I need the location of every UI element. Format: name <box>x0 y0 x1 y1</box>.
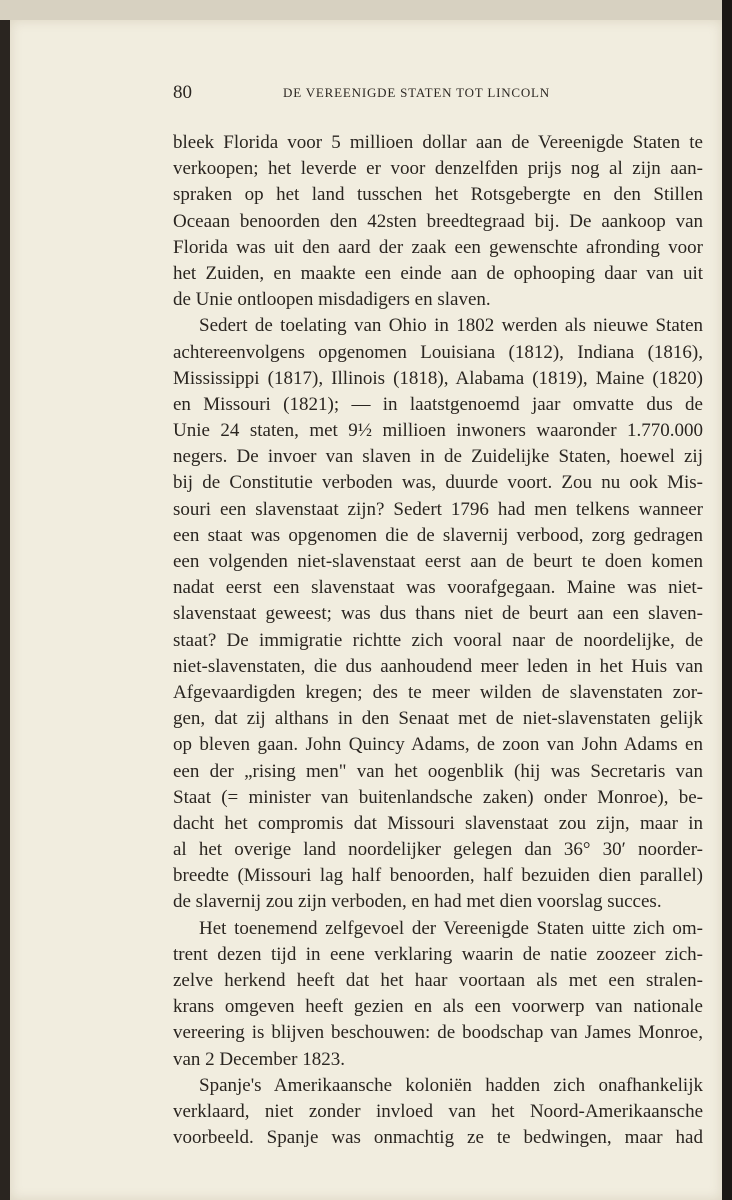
text-line: nadat eerst een slavenstaat was voorafgegaan. Maine was niet- <box>173 577 703 599</box>
text-line: Sedert de toelating van Ohio in 1802 werden als nieuwe Staten <box>199 315 703 337</box>
text-line: dacht het compromis dat Missouri slavenstaat zou zijn, maar in <box>173 812 703 834</box>
text-line: verklaard, niet zonder invloed van het Noord-Amerikaansche <box>173 1100 703 1122</box>
text-line: al het overige land noordelijker gelegen dan 36° 30′ noorder- <box>173 839 703 861</box>
body-text <box>173 130 703 1151</box>
text-line: Het toenemend zelfgevoel der Vereenigde Staten uitte zich om- <box>199 917 703 939</box>
text-line: trent dezen tijd in eene verklaring waarin de natie zoozeer zich- <box>173 943 703 965</box>
scan-right-edge <box>722 0 732 1200</box>
text-line: spraken op het land tusschen het Rotsgebergte en den Stillen <box>173 184 703 206</box>
page-number: 80 <box>173 82 192 103</box>
text-line: en Missouri (1821); — in laatstgenoemd jaar omvatte dus de <box>173 393 703 415</box>
text-line: Mississippi (1817), Illinois (1818), Alabama (1819), Maine (1820) <box>173 367 703 389</box>
text-line: negers. De invoer van slaven in de Zuidelijke Staten, hoewel zij <box>173 446 703 468</box>
text-line: de slavernij zou zijn verboden, en had met dien voorslag succes. <box>173 891 662 913</box>
text-line: het Zuiden, en maakte een einde aan de ophooping daar van uit <box>173 262 703 284</box>
text-line: Staat (= minister van buitenlandsche zaken) onder Monroe), be- <box>173 786 703 808</box>
text-line: Oceaan benoorden den 42sten breedtegraad bij. De aankoop van <box>173 210 703 232</box>
text-line: slavenstaat geweest; was dus thans niet de beurt aan een slaven- <box>173 603 703 625</box>
text-line: verkoopen; het leverde er voor denzelfden prijs nog al zijn aan- <box>173 158 703 180</box>
text-line: krans omgeven heeft gezien en als een voorwerp van nationale <box>173 996 703 1018</box>
page-header <box>173 82 708 110</box>
text-line: op bleven gaan. John Quincy Adams, de zoon van John Adams en <box>173 734 703 756</box>
running-title: DE VEREENIGDE STATEN TOT LINCOLN <box>283 85 550 100</box>
text-line: souri een slavenstaat zijn? Sedert 1796 had men telkens wanneer <box>173 498 703 520</box>
text-line: vereering is blijven beschouwen: de boodschap van James Monroe, <box>173 1022 703 1044</box>
text-line: de Unie ontloopen misdadigers en slaven. <box>173 289 491 311</box>
text-line: Unie 24 staten, met 9½ millioen inwoners waaronder 1.770.000 <box>173 420 703 442</box>
scan-top-edge <box>0 0 732 20</box>
text-line: niet-slavenstaten, die dus aanhoudend meer leden in het Huis van <box>173 655 703 677</box>
text-line: een staat was opgenomen die de slavernij verbood, zorg gedragen <box>173 524 703 546</box>
text-line: gen, dat zij althans in den Senaat met de niet-slavenstaten gelijk <box>173 708 703 730</box>
text-line: Afgevaardigden kregen; des te meer wilden de slavenstaten zor- <box>173 681 703 703</box>
text-line: achtereenvolgens opgenomen Louisiana (1812), Indiana (1816), <box>173 341 703 363</box>
text-line: staat? De immigratie richtte zich vooral naar de noordelijke, de <box>173 629 703 651</box>
text-line: van 2 December 1823. <box>173 1048 345 1070</box>
text-line: bij de Constitutie verboden was, duurde voort. Zou nu ook Mis- <box>173 472 703 494</box>
text-line: Florida was uit den aard der zaak een gewenschte afronding voor <box>173 236 703 258</box>
text-line: bleek Florida voor 5 millioen dollar aan de Vereenigde Staten te <box>173 132 703 153</box>
text-line: een volgenden niet-slavenstaat eerst aan de beurt te doen komen <box>173 551 703 572</box>
text-line: Spanje's Amerikaansche koloniën hadden zich onafhankelijk <box>199 1074 703 1096</box>
text-line: een der „rising men" van het oogenblik (hij was Secretaris van <box>173 760 703 782</box>
text-line: zelve herkend heeft dat het haar voortaan als met een stralen- <box>173 970 703 991</box>
text-line: voorbeeld. Spanje was onmachtig ze te bedwingen, maar had <box>173 1127 703 1149</box>
text-line: breedte (Missouri lag half benoorden, half bezuiden dien parallel) <box>173 865 703 887</box>
